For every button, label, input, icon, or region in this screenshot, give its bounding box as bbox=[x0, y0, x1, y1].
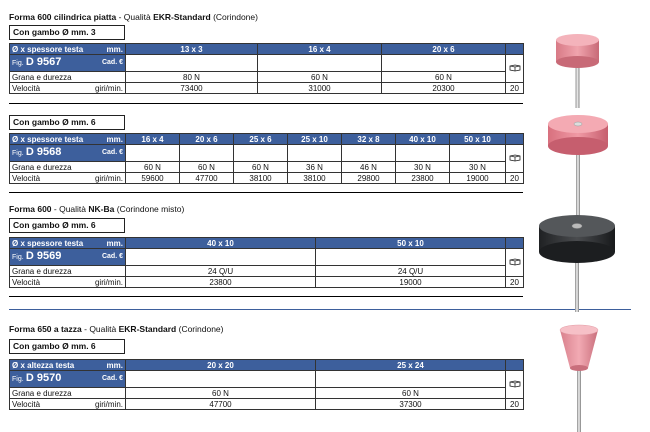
grana-cell: 60 N bbox=[126, 162, 180, 173]
grana-cell: 60 N bbox=[316, 388, 506, 399]
divider-line bbox=[9, 103, 523, 104]
size-cell: 20 x 6 bbox=[382, 44, 506, 55]
velocita-label: Velocità giri/min. bbox=[10, 83, 126, 94]
price-cell bbox=[396, 145, 450, 162]
velocita-cell: 23800 bbox=[396, 173, 450, 184]
size-cell: 20 x 6 bbox=[180, 134, 234, 145]
price-cell bbox=[126, 371, 316, 388]
price-cell bbox=[126, 145, 180, 162]
header-cell: Ø x altezza testa mm. bbox=[10, 360, 126, 371]
gambo-label: Con gambo Ø mm. 6 bbox=[9, 218, 125, 233]
velocita-cell: 31000 bbox=[258, 83, 382, 94]
velocita-cell: 59600 bbox=[126, 173, 180, 184]
grana-label: Grana e durezza bbox=[10, 72, 126, 83]
velocita-cell: 20300 bbox=[382, 83, 506, 94]
price-cell bbox=[382, 55, 506, 72]
qty-cell: 20 bbox=[506, 83, 524, 94]
velocita-label: Velocità giri/min. bbox=[10, 399, 126, 410]
velocita-cell: 47700 bbox=[126, 399, 316, 410]
blank-cell bbox=[506, 360, 524, 371]
velocita-cell: 73400 bbox=[126, 83, 258, 94]
velocita-cell: 47700 bbox=[180, 173, 234, 184]
cup-wheel-image bbox=[556, 318, 602, 432]
section-title: Forma 600 cilindrica piatta - Qualità EKR-Standard (Corindone) bbox=[9, 12, 258, 22]
size-cell: 50 x 10 bbox=[316, 238, 506, 249]
grana-cell: 24 Q/U bbox=[316, 266, 506, 277]
fig-code-cell: Fig. D 9568 Cad. € bbox=[10, 145, 126, 162]
size-cell: 32 x 8 bbox=[342, 134, 396, 145]
divider-line bbox=[9, 192, 523, 193]
velocita-cell: 19000 bbox=[450, 173, 506, 184]
blank-cell bbox=[506, 44, 524, 55]
spec-table bbox=[9, 133, 524, 184]
grana-label: Grana e durezza bbox=[10, 266, 126, 277]
fig-code-cell: Fig. D 9570 Cad. € bbox=[10, 371, 126, 388]
header-cell: Ø x spessore testa mm. bbox=[10, 44, 126, 55]
velocita-cell: 19000 bbox=[316, 277, 506, 288]
section-title: Forma 600 - Qualità NK-Ba (Corindone misto) bbox=[9, 204, 185, 214]
grana-label: Grana e durezza bbox=[10, 162, 126, 173]
header-cell: Ø x spessore testa mm. bbox=[10, 238, 126, 249]
price-cell bbox=[450, 145, 506, 162]
grana-cell: 24 Q/U bbox=[126, 266, 316, 277]
fig-code-cell: Fig. D 9567 Cad. € bbox=[10, 55, 126, 72]
velocita-cell: 29800 bbox=[342, 173, 396, 184]
velocita-cell: 37300 bbox=[316, 399, 506, 410]
grana-cell: 36 N bbox=[288, 162, 342, 173]
size-cell: 50 x 10 bbox=[450, 134, 506, 145]
price-cell bbox=[126, 249, 316, 266]
price-cell bbox=[126, 55, 258, 72]
size-cell: 25 x 6 bbox=[234, 134, 288, 145]
gambo-label: Con gambo Ø mm. 6 bbox=[9, 115, 125, 130]
dark-wheel-image bbox=[537, 208, 617, 312]
section-title: Forma 650 a tazza - Qualità EKR-Standard (Corindone) bbox=[9, 324, 224, 334]
blank-cell bbox=[506, 134, 524, 145]
grana-cell: 60 N bbox=[258, 72, 382, 83]
qty-cell: 20 bbox=[506, 399, 524, 410]
header-cell: Ø x spessore testa mm. bbox=[10, 134, 126, 145]
qty-cell: 20 bbox=[506, 173, 524, 184]
grana-cell: 30 N bbox=[396, 162, 450, 173]
velocita-cell: 38100 bbox=[234, 173, 288, 184]
price-cell bbox=[180, 145, 234, 162]
price-cell bbox=[258, 55, 382, 72]
price-cell bbox=[234, 145, 288, 162]
cylindrical-wheel-small-image bbox=[548, 28, 608, 108]
size-cell: 40 x 10 bbox=[396, 134, 450, 145]
gambo-label: Con gambo Ø mm. 6 bbox=[9, 339, 125, 354]
grana-cell: 30 N bbox=[450, 162, 506, 173]
size-cell: 20 x 20 bbox=[126, 360, 316, 371]
grana-cell: 60 N bbox=[180, 162, 234, 173]
cylindrical-wheel-large-image bbox=[545, 110, 611, 216]
velocita-cell: 38100 bbox=[288, 173, 342, 184]
size-cell: 13 x 3 bbox=[126, 44, 258, 55]
qty-cell: 20 bbox=[506, 277, 524, 288]
spec-table bbox=[9, 237, 524, 288]
divider-line bbox=[9, 296, 523, 297]
grana-cell: 60 N bbox=[126, 388, 316, 399]
velocita-cell: 23800 bbox=[126, 277, 316, 288]
grana-cell: 60 N bbox=[382, 72, 506, 83]
spec-table bbox=[9, 359, 524, 410]
size-cell: 25 x 24 bbox=[316, 360, 506, 371]
price-cell bbox=[288, 145, 342, 162]
price-cell bbox=[316, 371, 506, 388]
gambo-label: Con gambo Ø mm. 3 bbox=[9, 25, 125, 40]
size-cell: 16 x 4 bbox=[126, 134, 180, 145]
price-cell bbox=[342, 145, 396, 162]
package-icon bbox=[506, 55, 524, 83]
package-icon bbox=[506, 249, 524, 277]
fig-code-cell: Fig. D 9569 Cad. € bbox=[10, 249, 126, 266]
blank-cell bbox=[506, 238, 524, 249]
package-icon bbox=[506, 371, 524, 399]
grana-cell: 46 N bbox=[342, 162, 396, 173]
size-cell: 16 x 4 bbox=[258, 44, 382, 55]
grana-cell: 60 N bbox=[234, 162, 288, 173]
spec-table bbox=[9, 43, 524, 94]
size-cell: 40 x 10 bbox=[126, 238, 316, 249]
grana-label: Grana e durezza bbox=[10, 388, 126, 399]
size-cell: 25 x 10 bbox=[288, 134, 342, 145]
package-icon bbox=[506, 145, 524, 173]
velocita-label: Velocità giri/min. bbox=[10, 277, 126, 288]
price-cell bbox=[316, 249, 506, 266]
velocita-label: Velocità giri/min. bbox=[10, 173, 126, 184]
grana-cell: 80 N bbox=[126, 72, 258, 83]
